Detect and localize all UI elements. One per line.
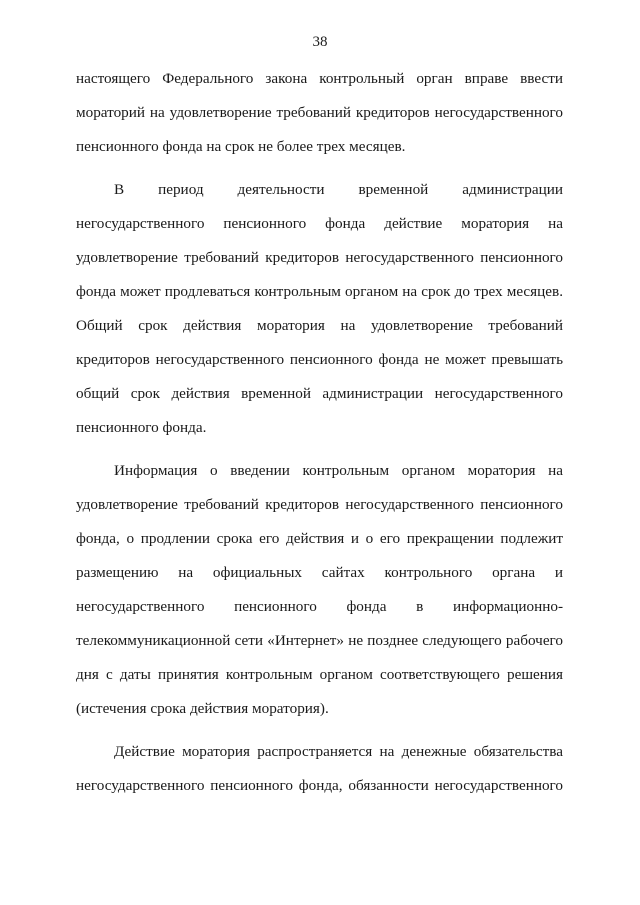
text-line: пенсионного фонда.: [76, 419, 207, 436]
text-line: Информация о введении контрольным органом моратория на: [114, 462, 563, 479]
text-line: удовлетворение требований кредиторов негосударственного пенсионного: [76, 249, 563, 266]
paragraph: [76, 454, 563, 726]
page-number: 38: [312, 34, 328, 50]
text-line: размещению на официальных сайтах контрольного органа и: [76, 564, 563, 581]
text-line: (истечения срока действия моратория).: [76, 700, 329, 717]
text-line: фонда может продлеваться контрольным органом на срок до трех месяцев.: [76, 283, 563, 300]
text-line: Действие моратория распространяется на денежные обязательства: [114, 743, 563, 760]
text-line: удовлетворение требований кредиторов негосударственного пенсионного: [76, 496, 563, 513]
text-line: кредиторов негосударственного пенсионного фонда не может превышать: [76, 351, 563, 368]
document-body: [76, 62, 563, 803]
text-line: негосударственного пенсионного фонда в информационно-: [76, 598, 563, 615]
text-line: Общий срок действия моратория на удовлетворение требований: [76, 317, 563, 334]
paragraph: [76, 62, 563, 164]
text-line: общий срок действия временной администрации негосударственного: [76, 385, 563, 402]
text-line: дня с даты принятия контрольным органом соответствующего решения: [76, 666, 563, 683]
text-line: телекоммуникационной сети «Интернет» не позднее следующего рабочего: [76, 632, 563, 649]
text-line: негосударственного пенсионного фонда действие моратория на: [76, 215, 563, 232]
text-line: В период деятельности временной администрации: [114, 181, 563, 198]
text-line: пенсионного фонда на срок не более трех месяцев.: [76, 138, 406, 155]
text-line: мораторий на удовлетворение требований кредиторов негосударственного: [76, 104, 563, 121]
text-line: настоящего Федерального закона контрольный орган вправе ввести: [76, 70, 563, 87]
paragraph: [76, 173, 563, 445]
text-line: фонда, о продлении срока его действия и о его прекращении подлежит: [76, 530, 563, 547]
text-line: негосударственного пенсионного фонда, обязанности негосударственного: [76, 777, 563, 794]
paragraph: [76, 735, 563, 803]
